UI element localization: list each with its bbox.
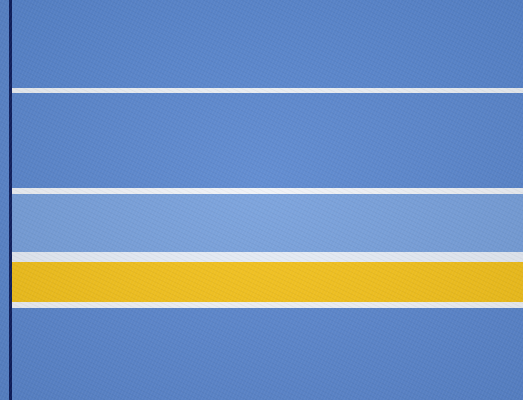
yellow-stripe bbox=[0, 262, 523, 302]
left-edge-band bbox=[0, 0, 9, 400]
white-pinstripe-3 bbox=[0, 252, 523, 262]
blue-band-middle bbox=[0, 93, 523, 188]
blue-band-bottom bbox=[0, 308, 523, 400]
navy-vertical-line bbox=[9, 0, 12, 400]
blue-band-top bbox=[0, 0, 523, 88]
light-blue-band bbox=[0, 194, 523, 252]
